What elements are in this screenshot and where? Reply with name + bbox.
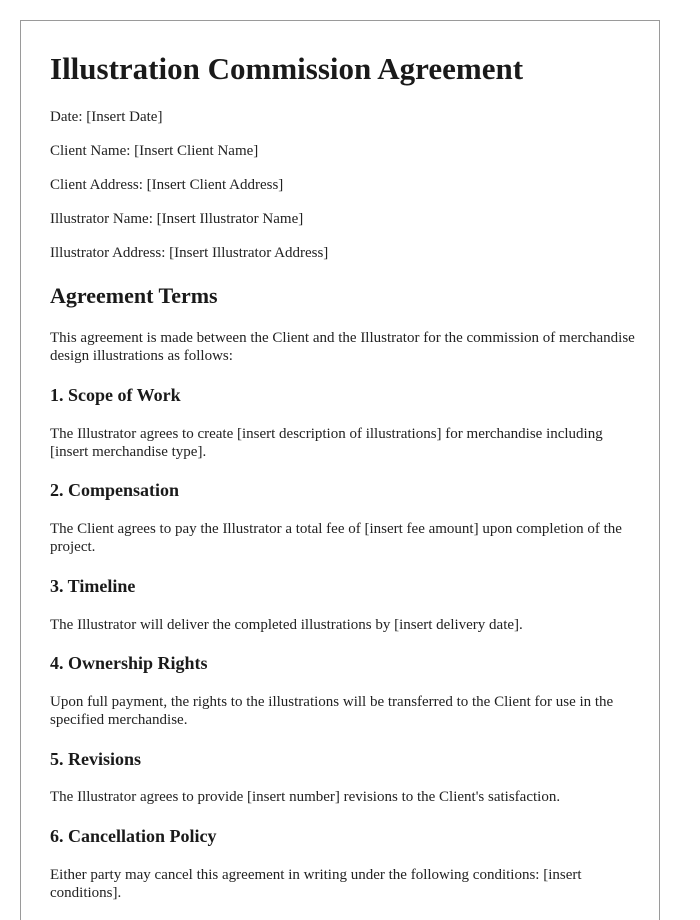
section-heading-revisions: 5. Revisions — [50, 749, 142, 769]
client-address-field: Client Address: [Insert Client Address] — [50, 177, 284, 193]
section-text-compensation: The Client agrees to pay the Illustrator a total fee of [insert fee amount] upon completion of the project. — [50, 521, 622, 555]
section-heading-scope: 1. Scope of Work — [50, 385, 181, 405]
section-text-timeline: The Illustrator will deliver the completed illustrations by [insert delivery date]. — [50, 617, 523, 633]
section-heading-ownership: 4. Ownership Rights — [50, 653, 208, 673]
date-field: Date: [Insert Date] — [50, 109, 163, 125]
section-text-cancellation: Either party may cancel this agreement in writing under the following conditions: [insert conditions]. — [50, 867, 582, 901]
section-heading-cancellation: 6. Cancellation Policy — [50, 826, 217, 846]
section-heading-compensation: 2. Compensation — [50, 480, 180, 500]
document-title: Illustration Commission Agreement — [50, 51, 524, 86]
document-page — [20, 20, 660, 920]
intro-paragraph: This agreement is made between the Client and the Illustrator for the commission of merchandise design illustrations as follows: — [50, 330, 635, 364]
agreement-terms-heading: Agreement Terms — [50, 283, 218, 308]
illustrator-address-field: Illustrator Address: [Insert Illustrator Address] — [50, 245, 329, 261]
section-heading-timeline: 3. Timeline — [50, 576, 136, 596]
client-name-field: Client Name: [Insert Client Name] — [50, 143, 259, 159]
illustrator-name-field: Illustrator Name: [Insert Illustrator Name] — [50, 211, 304, 227]
section-text-scope: The Illustrator agrees to create [insert description of illustrations] for merchandise including [insert merchandise type]. — [50, 426, 603, 460]
section-text-revisions: The Illustrator agrees to provide [insert number] revisions to the Client's satisfaction. — [50, 789, 561, 805]
section-text-ownership: Upon full payment, the rights to the illustrations will be transferred to the Client for use in the specified merchandise. — [50, 694, 614, 728]
